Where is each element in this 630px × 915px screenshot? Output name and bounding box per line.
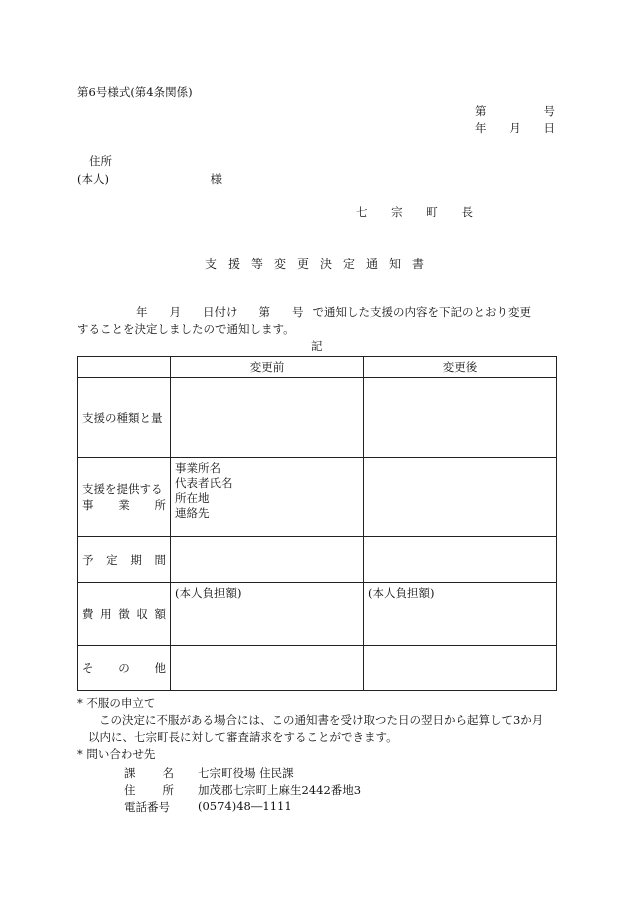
table-row-fee [78,583,557,646]
period-after [364,537,557,583]
contact-address-label: 住 所 [124,783,174,797]
contact-title: * 問い合わせ先 [77,747,156,761]
recipient-name-row [77,173,222,187]
ki-mark: 記 [311,339,323,353]
table-row-provider [78,458,557,537]
issuer-name: 七 宗 町 長 [356,205,483,219]
recipient-address-label: 住所 [89,154,112,168]
provider-item-location: 所在地 [175,491,210,505]
number-suffix: 号 [543,104,555,118]
contact-section-row [124,765,294,781]
provider-after [364,458,557,537]
table-row-other [78,646,557,691]
contact-section-value: 七宗町役場 住民課 [198,766,294,780]
table-row-support-type [78,378,557,458]
appeal-line-2: 以内に、七宗町長に対して審査請求をすることができます。 [88,730,398,744]
other-before [171,646,364,691]
provider-before [171,458,364,537]
row-label-other: そ の 他 [78,646,171,691]
provider-item-name: 事業所名 [175,461,221,475]
form-label: 第6号様式(第4条関係) [77,85,193,99]
contact-address-row [124,782,361,798]
other-after [364,646,557,691]
recipient-honorific: 様 [210,172,222,186]
row-label-period: 予 定 期 間 [78,537,171,583]
body-dai: 第 [258,305,270,319]
contact-phone-label: 電話番号 [124,800,170,814]
contact-section-label: 課 名 [124,766,174,780]
appeal-title: * 不服の申立て [77,696,156,710]
row-label-fee: 費 用 徴 収 額 [78,583,171,646]
body-line-2: することを決定しましたので通知します。 [77,322,295,336]
period-before [171,537,364,583]
table-row-period [78,537,557,583]
number-prefix: 第 [475,104,487,118]
row-label-provider-line2: 事 業 所 [82,498,166,512]
support-type-after [364,378,557,458]
contact-phone-row [124,799,292,815]
body-year: 年 [136,305,148,319]
body-month: 月 [169,305,181,319]
date-year: 年 [475,121,487,135]
row-label-provider [78,458,171,537]
table-header-row [78,357,557,378]
body-go: 号 [292,305,304,319]
appeal-line-1: この決定に不服がある場合には、この通知書を受け取つた日の翌日から起算して3か月 [99,713,544,727]
contact-phone-value: (0574)48―1111 [198,799,292,813]
document-date [475,122,555,136]
provider-item-representative: 代表者氏名 [175,476,233,490]
date-day: 日 [543,121,555,135]
support-type-before [171,378,364,458]
recipient-person-label: (本人) [77,172,109,186]
row-label-support-type: 支援の種類と量 [78,378,171,458]
date-month: 月 [509,121,521,135]
contact-address-value: 加茂郡七宗町上麻生2442番地3 [198,783,362,797]
document-title: 支援等変更決定通知書 [205,257,436,271]
header-before: 変更前 [171,357,364,378]
header-empty-cell [78,357,171,378]
fee-before: (本人負担額) [171,583,364,646]
provider-item-contact: 連絡先 [175,506,210,520]
row-label-provider-line1: 支援を提供する [82,482,163,496]
header-after: 変更後 [364,357,557,378]
document-number [475,105,555,119]
body-line1-text: で通知した支援の内容を下記のとおり変更 [312,305,531,319]
change-table [77,356,557,691]
body-line-1 [77,306,557,320]
fee-after: (本人負担額) [364,583,557,646]
body-day: 日付け [203,305,238,319]
